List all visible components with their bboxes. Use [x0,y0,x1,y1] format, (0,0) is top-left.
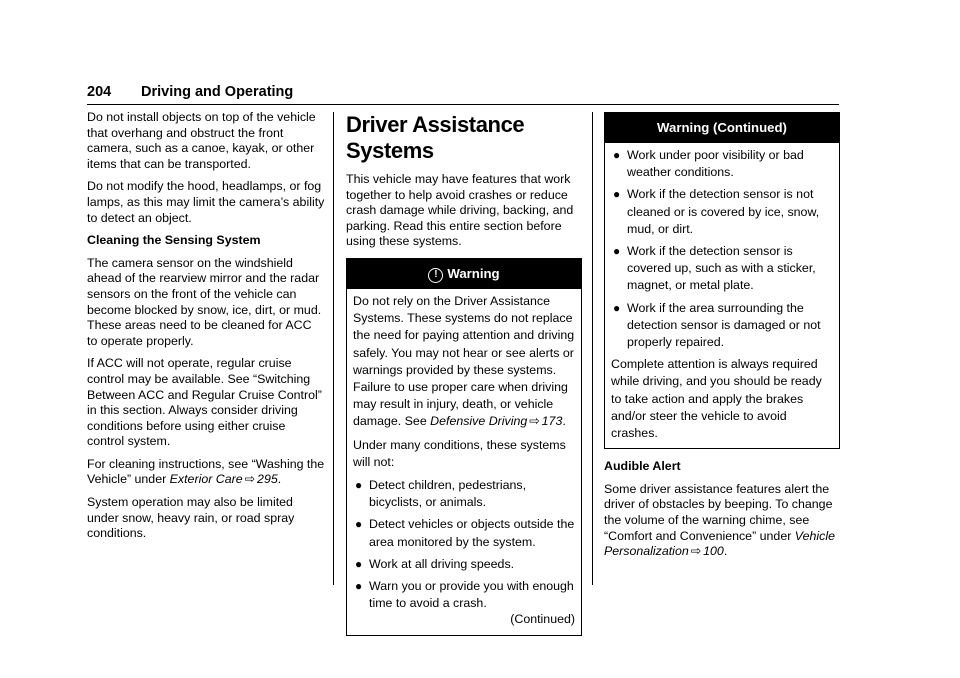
right-arrow-icon: ⇨ [244,472,256,487]
paragraph-with-xref: For cleaning instructions, see “Washing the Vehicle” under Exterior Care ⇨ 295. [87,456,325,487]
paragraph: If ACC will not operate, regular cruise control may be available. See “Switching Between ACC and Regular Cruise Control” in this section. Always consider driving conditions before using either cruise control system. [87,356,322,449]
bullet-icon: ● [355,517,363,532]
paragraph: Do not install objects on top of the vehicle that overhang and obstruct the front camera, such as a canoe, kayak, or other items that can be transported. [87,110,316,171]
warning-body [347,289,581,635]
warning-paragraph: Complete attention is always required while driving, and you should be ready to take action and apply the brakes and/or steer the vehicle to avoid crashes. [611,357,822,441]
warning-exclamation-icon: ! [428,268,443,283]
warning-box-continued [604,112,840,449]
section-title: Driving and Operating [141,84,294,100]
paragraph-with-xref: Some driver assistance features alert the driver of obstacles by beeping. To change the volume of the warning chime, see “Comfort and Convenience” under Vehicle Personalization ⇨ 100. [604,481,835,559]
list-item: ● Work under poor visibility or bad weather conditions. [613,148,804,180]
warning-title: Warning [447,265,500,281]
warning-paragraph: Do not rely on the Driver Assistance Systems. These systems do not replace the need for paying attention and driving safely. You may not hear or see alerts or warnings provided by these systems. Failure to use proper care when driving may result in injury, death, or vehicle damage. See Defensive Driving ⇨ 173. [353,293,575,429]
warning-header: Warning (Continued) [605,113,839,143]
bullet-icon: ● [355,579,363,594]
xref-link-defensive-driving[interactable]: Defensive Driving ⇨ 173 [430,414,563,429]
bullet-icon: ● [355,556,363,571]
warning-bullet-list [611,147,833,351]
column-divider-1 [333,112,334,585]
page-number: 204 [87,84,112,100]
bullet-icon: ● [613,187,621,202]
warning-body [605,143,839,448]
subheading-cleaning: Cleaning the Sensing System [87,233,261,248]
warning-bullet-list [353,477,575,612]
section-heading: Driver Assistance Systems [346,112,525,163]
list-item: ● Work if the detection sensor is not cleaned or is covered by ice, snow, mud, or dirt. [613,187,820,236]
subheading-audible-alert: Audible Alert [604,459,681,474]
list-item: ● Work at all driving speeds. [353,556,575,573]
continued-label: (Continued) [510,612,575,627]
right-arrow-icon: ⇨ [529,414,540,429]
column-divider-2 [592,112,593,585]
paragraph: This vehicle may have features that work together to help avoid crashes or reduce crash damage while driving, backing, and parking. Read this entire section before using these systems. [346,172,574,249]
warning-header [347,259,581,289]
list-item: ● Detect children, pedestrians, bicyclists, or animals. [355,478,527,510]
list-item: ● Work if the area surrounding the detection sensor is damaged or not properly repaired. [613,300,821,350]
right-arrow-icon: ⇨ [690,544,702,559]
column-2 [346,110,582,636]
column-1 [87,110,325,549]
page-header [87,84,839,104]
column-3 [604,110,840,567]
warning-paragraph: Under many conditions, these systems will not: [353,437,566,469]
warning-box [346,258,582,636]
list-item: ● Detect vehicles or objects outside the area monitored by the system. [355,517,575,549]
xref-link-exterior-care[interactable]: Exterior Care ⇨ 295 [169,472,278,487]
bullet-icon: ● [355,478,363,492]
list-item: ● Work if the detection sensor is covered up, such as with a sticker, magnet, or metal plate. [613,244,816,293]
list-item: ● Warn you or provide you with enough time to avoid a crash. [355,579,574,611]
paragraph: System operation may also be limited under snow, heavy rain, or road spray conditions. [87,495,295,541]
header-divider [87,104,839,105]
paragraph: Do not modify the hood, headlamps, or fog lamps, as this may limit the camera’s ability to detect an object. [87,179,325,225]
paragraph: The camera sensor on the windshield ahead of the rearview mirror and the radar sensors on the front of the vehicle can become blocked by snow, ice, dirt, or mud. These areas need to be cleaned for ACC to operate properly. [87,255,322,348]
bullet-icon: ● [613,148,621,162]
bullet-icon: ● [613,244,621,259]
bullet-icon: ● [613,300,621,315]
xref-link-vehicle-personalization[interactable]: Vehicle Personalization ⇨ 100 [604,528,835,559]
